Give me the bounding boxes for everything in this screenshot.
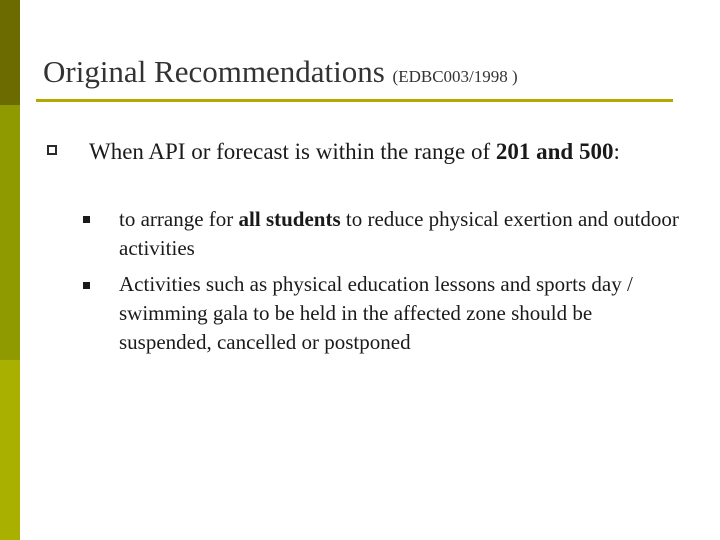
sub-point-1 [119, 205, 689, 263]
filled-square-icon [83, 282, 90, 289]
sub-point-1-bold: all students [238, 207, 341, 231]
filled-square-icon [83, 216, 90, 223]
sidebar-band-dark [0, 0, 20, 105]
sidebar-accent [0, 0, 20, 540]
sub-point-2: Activities such as physical education lessons and sports day / swimming gala to be held in the affected zone should be suspended, cancelled or postponed [119, 272, 633, 354]
slide-title [43, 52, 518, 97]
sub-point-1-after: to reduce physical exertion and outdoor activities [119, 207, 679, 260]
sub-point-1-before: to arrange for [119, 207, 239, 231]
main-point-colon: : [613, 139, 620, 164]
sidebar-band-mid [0, 105, 20, 360]
title-underline [36, 99, 673, 102]
main-point-range: 201 and 500 [495, 139, 614, 164]
sidebar-band-light [0, 360, 20, 540]
hollow-square-icon [47, 145, 57, 155]
main-point [89, 136, 689, 167]
main-point-text: When API or forecast is within the range of [89, 139, 496, 164]
slide-title-text: Original Recommendations [43, 54, 385, 89]
slide-title-reference: (EDBC003/1998 ) [392, 67, 518, 86]
